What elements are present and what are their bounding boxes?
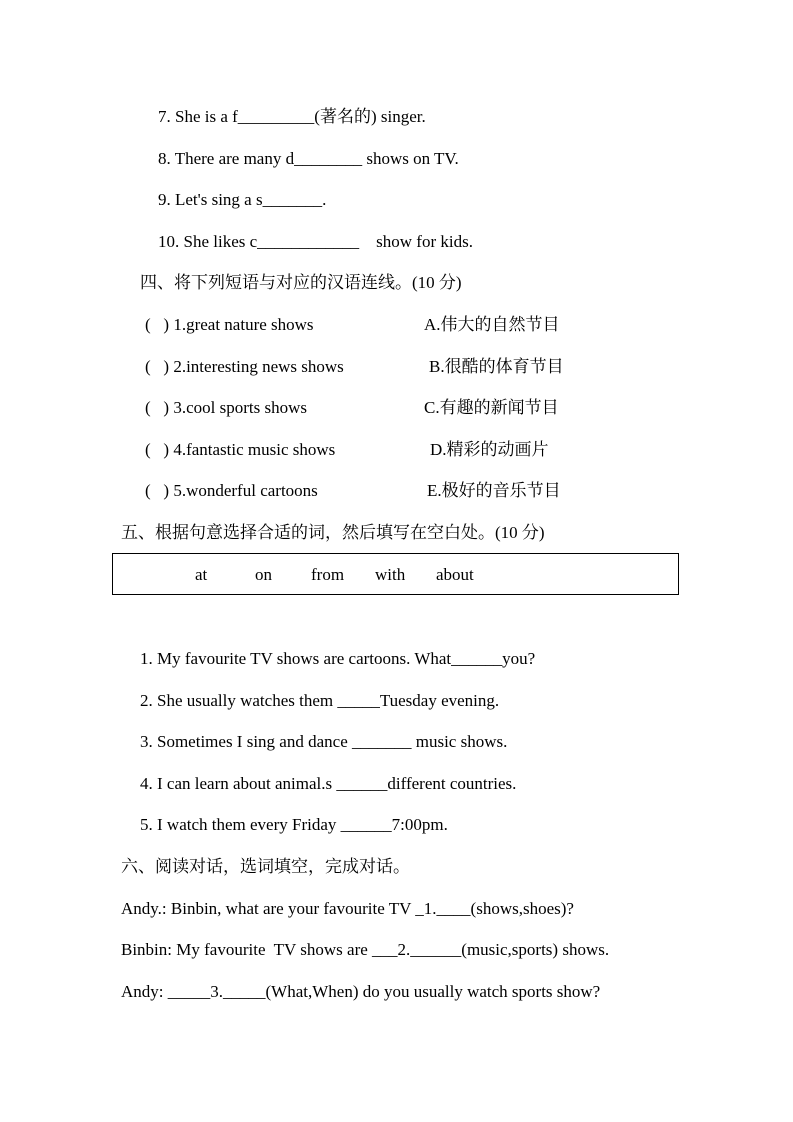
word-bank-item: at: [195, 565, 208, 584]
word-bank-box: [112, 553, 679, 595]
section-heading-part6: 六、阅读对话，选词填空，完成对话。: [121, 857, 410, 876]
match-right-d: D.精彩的动画片: [430, 440, 549, 459]
match-left-2: ( ) 2.interesting news shows: [145, 357, 344, 376]
word-bank-item: on: [255, 565, 272, 584]
exercise-item-5-5: 5. I watch them every Friday ______7:00pm.: [140, 815, 448, 834]
exercise-item-5-1: 1. My favourite TV shows are cartoons. What______you?: [140, 649, 536, 668]
exercise-item-5-4: 4. I can learn about animal.s ______different countries.: [140, 774, 517, 793]
match-right-c: C.有趣的新闻节目: [424, 398, 559, 417]
exercise-item-5-2: 2. She usually watches them _____Tuesday evening.: [140, 691, 500, 710]
match-left-3: ( ) 3.cool sports shows: [145, 398, 307, 417]
match-right-a: A.伟大的自然节目: [424, 315, 560, 334]
match-left-4: ( ) 4.fantastic music shows: [145, 440, 336, 459]
dialogue-line-1: Andy.: Binbin, what are your favourite TV _1.____(shows,shoes)?: [121, 899, 574, 918]
match-left-1: ( ) 1.great nature shows: [145, 315, 314, 334]
match-right-b: B.很酷的体育节目: [429, 357, 564, 376]
exercise-item-5-3: 3. Sometimes I sing and dance _______ music shows.: [140, 732, 508, 751]
match-right-e: E.极好的音乐节目: [427, 481, 561, 500]
word-bank-item: from: [311, 565, 345, 584]
exercise-item-10: 10. She likes c____________ show for kids.: [158, 232, 473, 251]
exercise-item-8: 8. There are many d________ shows on TV.: [158, 149, 459, 168]
dialogue-line-2: Binbin: My favourite TV shows are ___2.______(music,sports) shows.: [121, 940, 610, 959]
dialogue-line-3: Andy: _____3._____(What,When) do you usually watch sports show?: [121, 982, 601, 1001]
exercise-item-7: 7. She is a f_________(著名的) singer.: [158, 107, 426, 126]
section-heading-part5: 五、根据句意选择合适的词，然后填写在空白处。(10 分): [121, 523, 545, 542]
word-bank-item: about: [436, 565, 474, 584]
section-heading-part4: 四、将下列短语与对应的汉语连线。(10 分): [140, 273, 462, 292]
match-left-5: ( ) 5.wonderful cartoons: [145, 481, 318, 500]
word-bank-item: with: [375, 565, 406, 584]
exercise-item-9: 9. Let's sing a s_______.: [158, 190, 327, 209]
